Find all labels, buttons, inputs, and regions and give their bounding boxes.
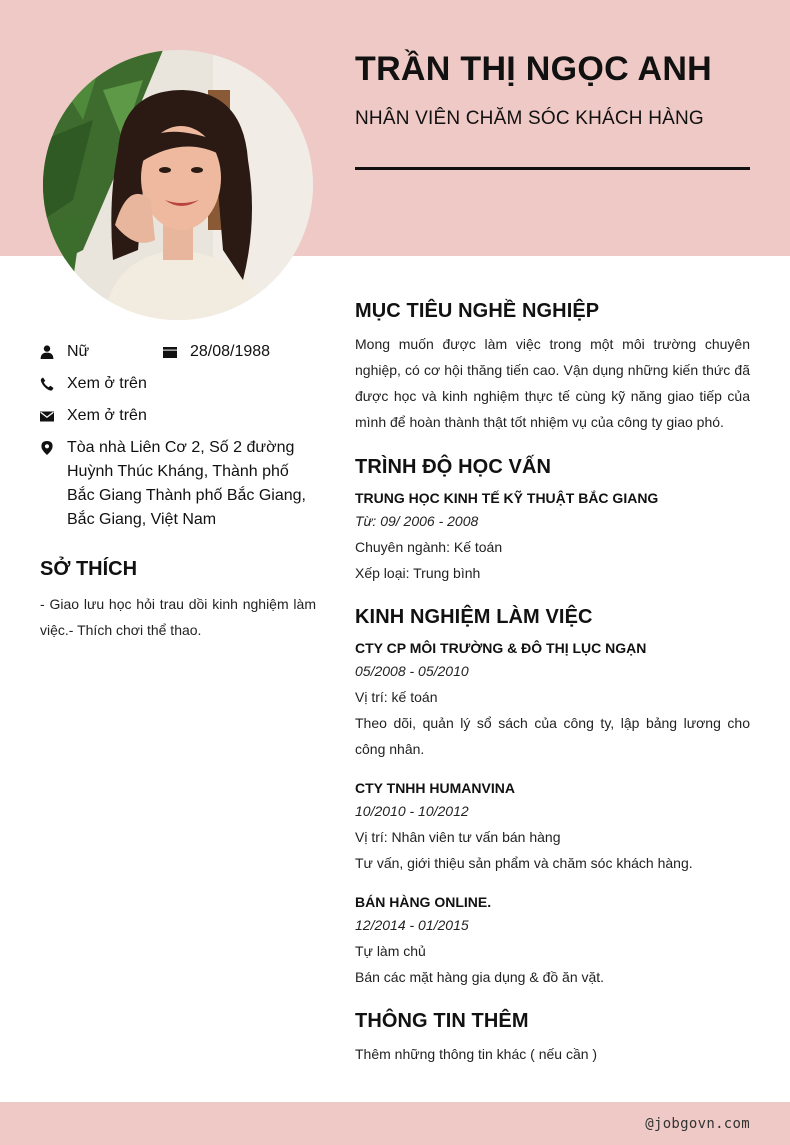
education-heading: TRÌNH ĐỘ HỌC VẤN bbox=[355, 456, 552, 478]
address-value: Tòa nhà Liên Cơ 2, Số 2 đường Huỳnh Thúc Kháng, Thành phố Bắc Giang Thành phố Bắc Giang, Bắc Giang, Việt Nam bbox=[67, 439, 306, 528]
objective-text: Mong muốn được làm việc trong một môi trường chuyên nghiệp, có cơ hội thăng tiến cao. Vận dụng những kiến thức đã được học và kinh nghiệm thực tế cùng kỹ năng giao tiếp của mình để hoàn thành thật tốt nhiệm vụ của công ty giao phó. bbox=[355, 336, 750, 430]
experience-company: CTY CP MÔI TRƯỜNG & ĐÔ THỊ LỤC NGẠN bbox=[355, 640, 647, 656]
contact-row-phone bbox=[40, 372, 316, 396]
phone-value[interactable]: Xem ở trên bbox=[67, 375, 147, 392]
additional-heading: THÔNG TIN THÊM bbox=[355, 1010, 529, 1032]
contact-row-address bbox=[40, 436, 316, 532]
objective-heading: MỤC TIÊU NGHỀ NGHIỆP bbox=[355, 300, 600, 322]
gender-item bbox=[40, 340, 123, 364]
experience-position: Vị trí: kế toán bbox=[355, 689, 438, 705]
experience-description: Tư vấn, giới thiệu sản phẩm và chăm sóc khách hàng. bbox=[355, 855, 693, 871]
left-column bbox=[40, 340, 316, 643]
hobbies-text: - Giao lưu học hỏi trau dồi kinh nghiệm làm việc.- Thích chơi thể thao. bbox=[40, 596, 316, 638]
education-period: Từ: 09/ 2006 - 2008 bbox=[355, 513, 479, 529]
candidate-name: TRẦN THỊ NGỌC ANH bbox=[355, 50, 713, 88]
education-school: TRUNG HỌC KINH TẾ KỸ THUẬT BẮC GIANG bbox=[355, 490, 659, 506]
additional-text: Thêm những thông tin khác ( nếu cần ) bbox=[355, 1046, 598, 1062]
experience-period: 10/2010 - 10/2012 bbox=[355, 803, 469, 819]
candidate-job-title: NHÂN VIÊN CHĂM SÓC KHÁCH HÀNG bbox=[355, 108, 704, 129]
contact-row-email bbox=[40, 404, 316, 428]
birthday-item bbox=[163, 340, 270, 364]
footer-watermark: @jobgovn.com bbox=[645, 1116, 750, 1132]
experience-company: BÁN HÀNG ONLINE. bbox=[355, 894, 492, 910]
experience-description: Bán các mặt hàng gia dụng & đồ ăn vặt. bbox=[355, 969, 605, 985]
email-value[interactable]: Xem ở trên bbox=[67, 407, 147, 424]
contact-row-personal bbox=[40, 340, 316, 364]
email-icon bbox=[40, 404, 54, 428]
experience-period: 05/2008 - 05/2010 bbox=[355, 663, 469, 679]
experience-description: Theo dõi, quản lý sổ sách của công ty, lập bảng lương cho công nhân. bbox=[355, 715, 750, 757]
header-divider bbox=[355, 167, 750, 170]
experience-item bbox=[355, 638, 750, 762]
experience-position: Tự làm chủ bbox=[355, 943, 426, 959]
education-grade: Xếp loại: Trung bình bbox=[355, 565, 481, 581]
experience-heading: KINH NGHIỆM LÀM VIỆC bbox=[355, 606, 593, 628]
experience-item bbox=[355, 892, 750, 990]
right-column bbox=[355, 300, 750, 1067]
location-icon bbox=[40, 436, 54, 460]
phone-icon bbox=[40, 372, 54, 396]
profile-photo bbox=[43, 50, 313, 320]
education-major: Chuyên ngành: Kế toán bbox=[355, 539, 503, 555]
gender-value: Nữ bbox=[67, 343, 90, 360]
experience-period: 12/2014 - 01/2015 bbox=[355, 917, 469, 933]
experience-item bbox=[355, 778, 750, 876]
hobbies-heading: SỞ THÍCH bbox=[40, 558, 138, 580]
calendar-icon bbox=[163, 340, 177, 364]
experience-company: CTY TNHH HUMANVINA bbox=[355, 780, 515, 796]
experience-position: Vị trí: Nhân viên tư vấn bán hàng bbox=[355, 829, 561, 845]
birthday-value: 28/08/1988 bbox=[190, 343, 271, 360]
user-icon bbox=[40, 340, 54, 364]
